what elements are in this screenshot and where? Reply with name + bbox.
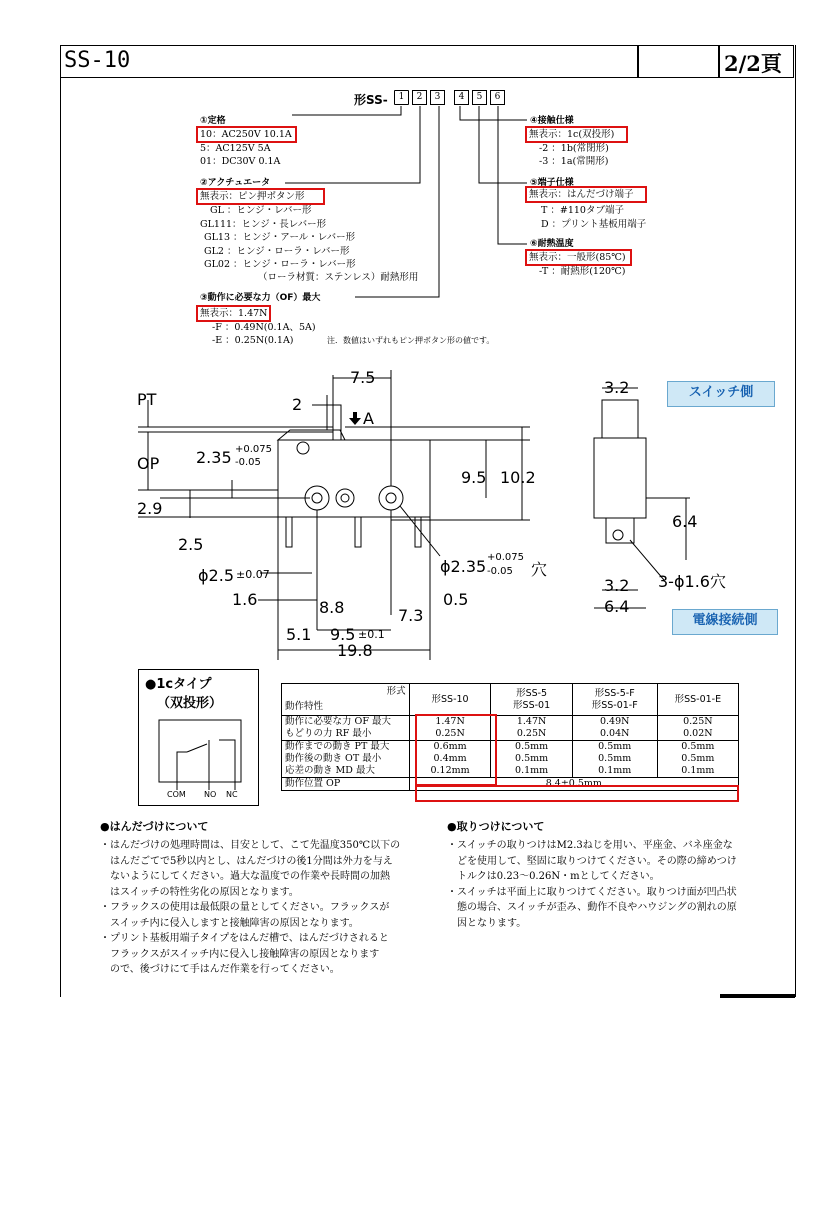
heat-heading: ⑥耐熱温度 — [530, 239, 574, 249]
note-line: はスイッチの特性劣化の原因となります。 — [100, 886, 299, 898]
rating-item: 5：AC125V 5A — [200, 143, 271, 154]
cell: 1.47N — [409, 716, 491, 729]
terminal-nc: NC — [226, 790, 238, 799]
dim-phi-2-5-tol: ±0.07 — [236, 568, 270, 581]
cell: 0.4mm — [409, 753, 491, 765]
cell: 0.04N — [572, 728, 657, 741]
actuator-item: GL13 ：ヒンジ・アール・レバー形 — [204, 232, 356, 243]
dim-5-1: 5.1 — [286, 625, 312, 644]
column-header: 形SS-10 — [409, 684, 491, 716]
notes-heading: ●はんだづけについて — [100, 820, 209, 833]
dim-2-9: 2.9 — [137, 499, 163, 518]
of-item: -F ：0.49N(0.1A、5A) — [212, 322, 316, 333]
cell: 0.5mm — [572, 753, 657, 765]
of-heading: ③動作に必要な力（OF）最大 — [200, 293, 321, 303]
note-line: トルクは0.23～0.26N・mとしてください。 — [447, 871, 660, 882]
note-line: どを使用して、堅固に取りつけてください。その際の締めつけ — [447, 855, 737, 867]
note-line: ので、後づけにて手はんだ作業を行ってください。 — [100, 964, 340, 975]
code-box: 2 — [412, 90, 427, 105]
note-line: フラックスがスイッチ内に侵入し接触障害の原因となります — [100, 948, 380, 960]
dim-1-6: 1.6 — [232, 590, 258, 609]
column-header: 形SS-5 形SS-01 — [491, 684, 572, 716]
actuator-heading: ②アクチュエータ — [200, 178, 271, 188]
dim-2-35: 2.35 — [196, 448, 232, 467]
note-line: ・プリント基板用端子タイプをはんだ槽で、はんだづけされると — [100, 933, 389, 944]
cell: 0.12mm — [409, 765, 491, 778]
dim-7-5: 7.5 — [350, 368, 376, 387]
terminal-heading: ⑤端子仕様 — [530, 178, 574, 188]
dim-6-4b: 6.4 — [604, 597, 630, 616]
wire-side-label: 電線接続側 — [672, 609, 778, 635]
bottom-bar — [720, 994, 795, 998]
cell: 0.02N — [657, 728, 738, 741]
code-box: 4 — [454, 90, 469, 105]
actuator-item: GL02 ：ヒンジ・ローラ・レバー形 — [204, 259, 356, 270]
doc-title: SS-10 — [64, 48, 131, 73]
actuator-item: GL111：ヒンジ・長レバー形 — [200, 219, 327, 230]
switch-side-label: スイッチ側 — [667, 381, 775, 407]
contact-heading: ④接触仕様 — [530, 116, 574, 126]
dim-2: 2 — [292, 395, 303, 414]
rating-item: 01：DC30V 0.1A — [200, 156, 281, 167]
table-row — [282, 728, 739, 741]
terminal-item: 無表示：はんだづけ端子 — [529, 189, 634, 200]
dim-op: OP — [137, 454, 160, 473]
rating-item: 10：AC250V 10.1A — [200, 129, 292, 140]
code-box: 1 — [394, 90, 409, 105]
cell: 0.5mm — [572, 741, 657, 754]
row-label: 動作に必要な力 OF 最大 — [282, 716, 410, 729]
dim-10-2: 10.2 — [500, 468, 536, 487]
heat-item: -T ：耐熱形(120℃) — [539, 266, 626, 277]
note-line: ・フラックスの使用は最低限の量としてください。フラックスが — [100, 902, 390, 913]
dim-0-5: 0.5 — [443, 590, 469, 609]
cell: 0.25N — [409, 728, 491, 741]
dim-9-5b: 9.5 — [330, 625, 356, 644]
model-prefix: 形SS- — [354, 93, 388, 107]
note-line: ないようにしてください。過大な温度での作業や長時間の加熱 — [100, 871, 390, 882]
cell: 0.1mm — [657, 765, 738, 778]
spec-table — [281, 683, 739, 791]
table-row — [282, 753, 739, 765]
of-item: -E ：0.25N(0.1A) — [212, 335, 294, 346]
actuator-item: GL ：ヒンジ・レバー形 — [210, 205, 312, 216]
dim-7-3: 7.3 — [398, 606, 424, 625]
cell: 0.5mm — [657, 741, 738, 754]
dim-tol-dn: -0.05 — [487, 566, 513, 577]
type-1c-subtitle: （双投形） — [157, 696, 223, 711]
dim-tol-up: +0.075 — [235, 444, 273, 455]
cell: 0.5mm — [657, 753, 738, 765]
cell: 1.47N — [491, 716, 572, 729]
dim-tol-dn: -0.05 — [235, 457, 261, 468]
dim-hole-3: 3-ϕ1.6穴 — [658, 572, 726, 591]
type-1c-title: ●1cタイプ — [145, 677, 212, 692]
table-row — [282, 716, 739, 729]
dim-phi-2-35: ϕ2.35 — [440, 557, 487, 576]
note-line: 態の場合、スイッチが歪み、動作不良やハウジングの割れの原 — [447, 902, 737, 913]
cell: 8.4±0.5mm — [409, 778, 738, 791]
table-corner — [282, 684, 410, 716]
note-line: 因となります。 — [447, 917, 527, 929]
note-line: スイッチ内に侵入しますと接触障害の原因となります。 — [100, 917, 359, 929]
terminal-com: COM — [167, 790, 186, 799]
terminal-no: NO — [204, 790, 217, 799]
highlight-box — [415, 714, 497, 786]
row-label: 動作位置 OP — [282, 778, 410, 791]
header-char: 動作特性 — [285, 701, 324, 712]
code-box: 6 — [490, 90, 505, 105]
dim-9-5: 9.5 — [461, 468, 487, 487]
mounting-notes — [447, 818, 787, 931]
dim-phi-2-5: ϕ2.5 — [198, 566, 234, 585]
code-leader-lines — [0, 0, 827, 420]
highlight-box — [415, 785, 739, 802]
dim-pt: PT — [137, 390, 157, 409]
dim-hole: 穴 — [531, 560, 548, 579]
column-header: 形SS-5-F 形SS-01-F — [572, 684, 657, 716]
type-1c-box — [138, 669, 259, 806]
row-label: もどりの力 RF 最小 — [282, 728, 410, 741]
heat-item: 無表示：一般形(85℃) — [529, 252, 626, 263]
dim-6-4: 6.4 — [672, 512, 698, 531]
cell: 0.5mm — [491, 753, 572, 765]
table-row — [282, 765, 739, 778]
dim-tol-up: +0.075 — [487, 552, 525, 563]
code-box: 3 — [430, 90, 445, 105]
page-number: 2/2頁 — [724, 51, 782, 76]
contact-item: 無表示：1c(双投形) — [529, 129, 615, 140]
soldering-notes — [100, 818, 440, 978]
arrow-a — [349, 412, 361, 425]
actuator-item: GL2 ：ヒンジ・ローラ・レバー形 — [204, 246, 350, 257]
row-label: 動作後の動き OT 最小 — [282, 753, 410, 765]
dim-19-8: 19.8 — [337, 641, 373, 660]
note-line: ・スイッチは平面上に取りつけてください。取りつけ面が凹凸状 — [447, 886, 737, 898]
of-note: 注．数値はいずれもピン押ボタン形の値です。 — [327, 336, 495, 345]
cell: 0.25N — [491, 728, 572, 741]
dim-3-2b: 3.2 — [604, 576, 630, 595]
circuit-symbol — [139, 670, 258, 805]
notes-heading: ●取りつけについて — [447, 820, 545, 833]
note-line: ・はんだづけの処理時間は、目安として、こて先温度350℃以下の — [100, 840, 401, 851]
code-box: 5 — [472, 90, 487, 105]
cell: 0.49N — [572, 716, 657, 729]
note-line: はんだごてで5秒以内とし、はんだづけの後1分間は外力を与え — [100, 855, 393, 867]
note-line: ・スイッチの取りつけはM2.3ねじを用い、平座金、バネ座金な — [447, 840, 733, 851]
actuator-item: （ローラ材質：ステンレス）耐熱形用 — [258, 272, 419, 283]
table-row — [282, 741, 739, 754]
cell: 0.1mm — [572, 765, 657, 778]
dim-9-5b-tol: ±0.1 — [358, 628, 385, 641]
cell: 0.5mm — [491, 741, 572, 754]
contact-item: -3 ：1a(常開形) — [539, 156, 609, 167]
row-label: 応差の動き MD 最大 — [282, 765, 410, 778]
rating-heading: ①定格 — [200, 116, 226, 126]
dim-8-8: 8.8 — [319, 598, 345, 617]
dim-3-2: 3.2 — [604, 378, 630, 397]
dim-2-5: 2.5 — [178, 535, 204, 554]
of-item: 無表示：1.47N — [200, 308, 268, 319]
cell: 0.1mm — [491, 765, 572, 778]
actuator-item: 無表示：ピン押ボタン形 — [200, 191, 305, 202]
dim-a: A — [363, 409, 374, 428]
header-model: 形式 — [386, 686, 406, 697]
column-header: 形SS-01-E — [657, 684, 738, 716]
terminal-item: T ：#110タブ端子 — [541, 205, 624, 216]
cell: 0.25N — [657, 716, 738, 729]
terminal-item: D ：プリント基板用端子 — [541, 219, 647, 230]
row-label: 動作までの動き PT 最大 — [282, 741, 410, 754]
contact-item: -2 ：1b(常閉形) — [539, 143, 609, 154]
cell: 0.6mm — [409, 741, 491, 754]
